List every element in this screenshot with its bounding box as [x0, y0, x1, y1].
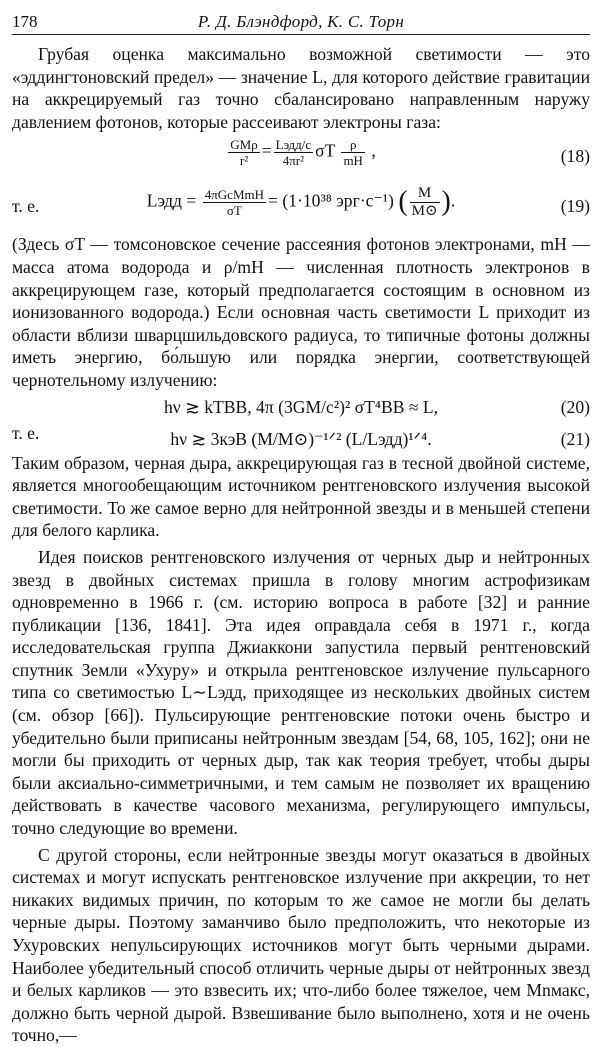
paragraph-black-hole-source: Таким образом, черная дыра, аккрецирующая газ в тесной двойной системе, является многообещающим источником рентгеновского излучения высокой светимости. То же самое верно для нейтронной звезды и в меньшей степени для белого карлика.: [12, 452, 590, 541]
paragraph-uhuru-history: Идея поисков рентгеновского излучения от черных дыр и нейтронных звезд в двойных системах пришла в голову многим астрофизикам одновременно в 1966 г. (см. историю вопроса в работе [32] и ранние публикации [136, 1841]. Эта идея оправдала себя в 1971 г., когда исследовательская группа Джиаккони запустила первый рентгеновский спутник Земли «Ухуру» и открыла рентгеновское излучение пульсарного типа со светимостью L∼Lэдд, приходящее из нескольких двойных систем (см. обзор [66]). Пульсирующие рентгеновские потоки очень быстро и убедительно были приписаны нейтронным звездам [54, 68, 105, 162]; они не могли бы приходить от черных дыр, так как теория требует, чтобы дыры были аксиально-симметричными, и тем самым не позволяет их вращению действовать в качестве часового механизма, регулирующего импульсы, точно следующие во времени.: [12, 546, 590, 839]
eq19-mass-ratio: $\frac{M}{M⊙}$: [411, 185, 438, 220]
running-title: Р. Д. Блэндфорд, К. С. Торн: [197, 12, 405, 31]
eq19-lead: т. е.: [12, 196, 40, 217]
eq19-lhs: Lэдд: [146, 190, 182, 211]
page-number: 178: [12, 12, 38, 31]
eq19-number: (19): [560, 196, 590, 217]
equation-19: т. е. Lэдд = $\frac{\text{4πGcMmH}}{\sigma T}$ = (1·10³⁸ эрг·с⁻¹) ( $\frac{M}{M⊙}$ ). (19): [12, 185, 590, 220]
eq18-rhs-fraction: $\frac{\rho}{mH}$: [343, 137, 363, 169]
equation-20: [12, 396, 590, 422]
eq21-text: hν ≳ 3кэВ (M/M⊙)⁻¹ᐟ² (L/Lэдд)¹ᐟ⁴.: [170, 428, 432, 449]
running-header: [12, 8, 590, 35]
eq21-number: (21): [560, 428, 590, 449]
paragraph-eddington-limit: Грубая оценка максимально возможной светимости — это «эддингтоновский предел» — значение L, для которого действие гравитации на аккрецируемый газ точно сбалансировано направленным наружу давлением фотонов, которые рассеивают электроны газа:: [12, 44, 590, 132]
eq21-lead: т. е.: [12, 422, 40, 443]
paragraph-thomson-note: (Здесь σT — томсоновское сечение рассеяния фотонов электронами, mH — масса атома водорода и ρ/mH — численная плотность электронов в аккрецирующем газе, который предполагается состоящим в основном из ионизованного водорода.) Если основная часть светимости L приходит из области вблизи шварцшильдовского радиуса, то типичные фотоны должны иметь энергию, бо́льшую или порядка энергии, соответствующей чернотельному излучению:: [12, 234, 590, 390]
eq18-lhs-fraction: $\frac{\text{GMρ}}{\text{r²}}$: [230, 137, 258, 169]
eq18-mid-fraction: $\frac{\text{Lэдд/c}}{\text{4πr²}}$: [275, 137, 312, 169]
eq20-number: (20): [560, 396, 590, 417]
eq18-number: (18): [560, 146, 590, 167]
paragraph-weighing: С другой стороны, если нейтронные звезды могут оказаться в двойных системах и могут испускать рентгеновское излучение при аккреции, то нет никаких видимых причин, по которым то же самое не могли бы делать черные дыры. Поэтому заманчиво было предположить, что некоторые из Ухуровских непульсирующих источников могут быть черными дырами. Наиболее убедительный способ отличить черные дыры от нейтронных звезд и белых карликов — это взвесить их; что-либо более тяжелое, чем Mnмакс, должно быть черной дырой. Взвешивание было выполнено, хотя и не очень точно,—: [12, 844, 590, 1046]
equation-21: [12, 422, 590, 452]
eq20-text: hν ≳ kTBB, 4π (3GM/c²)² σT⁴BB ≈ L,: [163, 396, 439, 417]
equation-18: $\frac{\text{GMρ}}{\text{r²}}$ = $\frac{\text{Lэдд/c}}{\text{4πr²}}$ σT $\frac{\rho}{mH}$ , (18): [230, 137, 590, 169]
eq18-sigma: σT: [315, 140, 336, 161]
eq19-constant: = (1·10³⁸ эрг·с⁻¹): [268, 190, 394, 211]
eq19-fraction: $\frac{\text{4πGcMmH}}{\sigma T}$: [204, 187, 265, 219]
book-page: [12, 8, 590, 1047]
